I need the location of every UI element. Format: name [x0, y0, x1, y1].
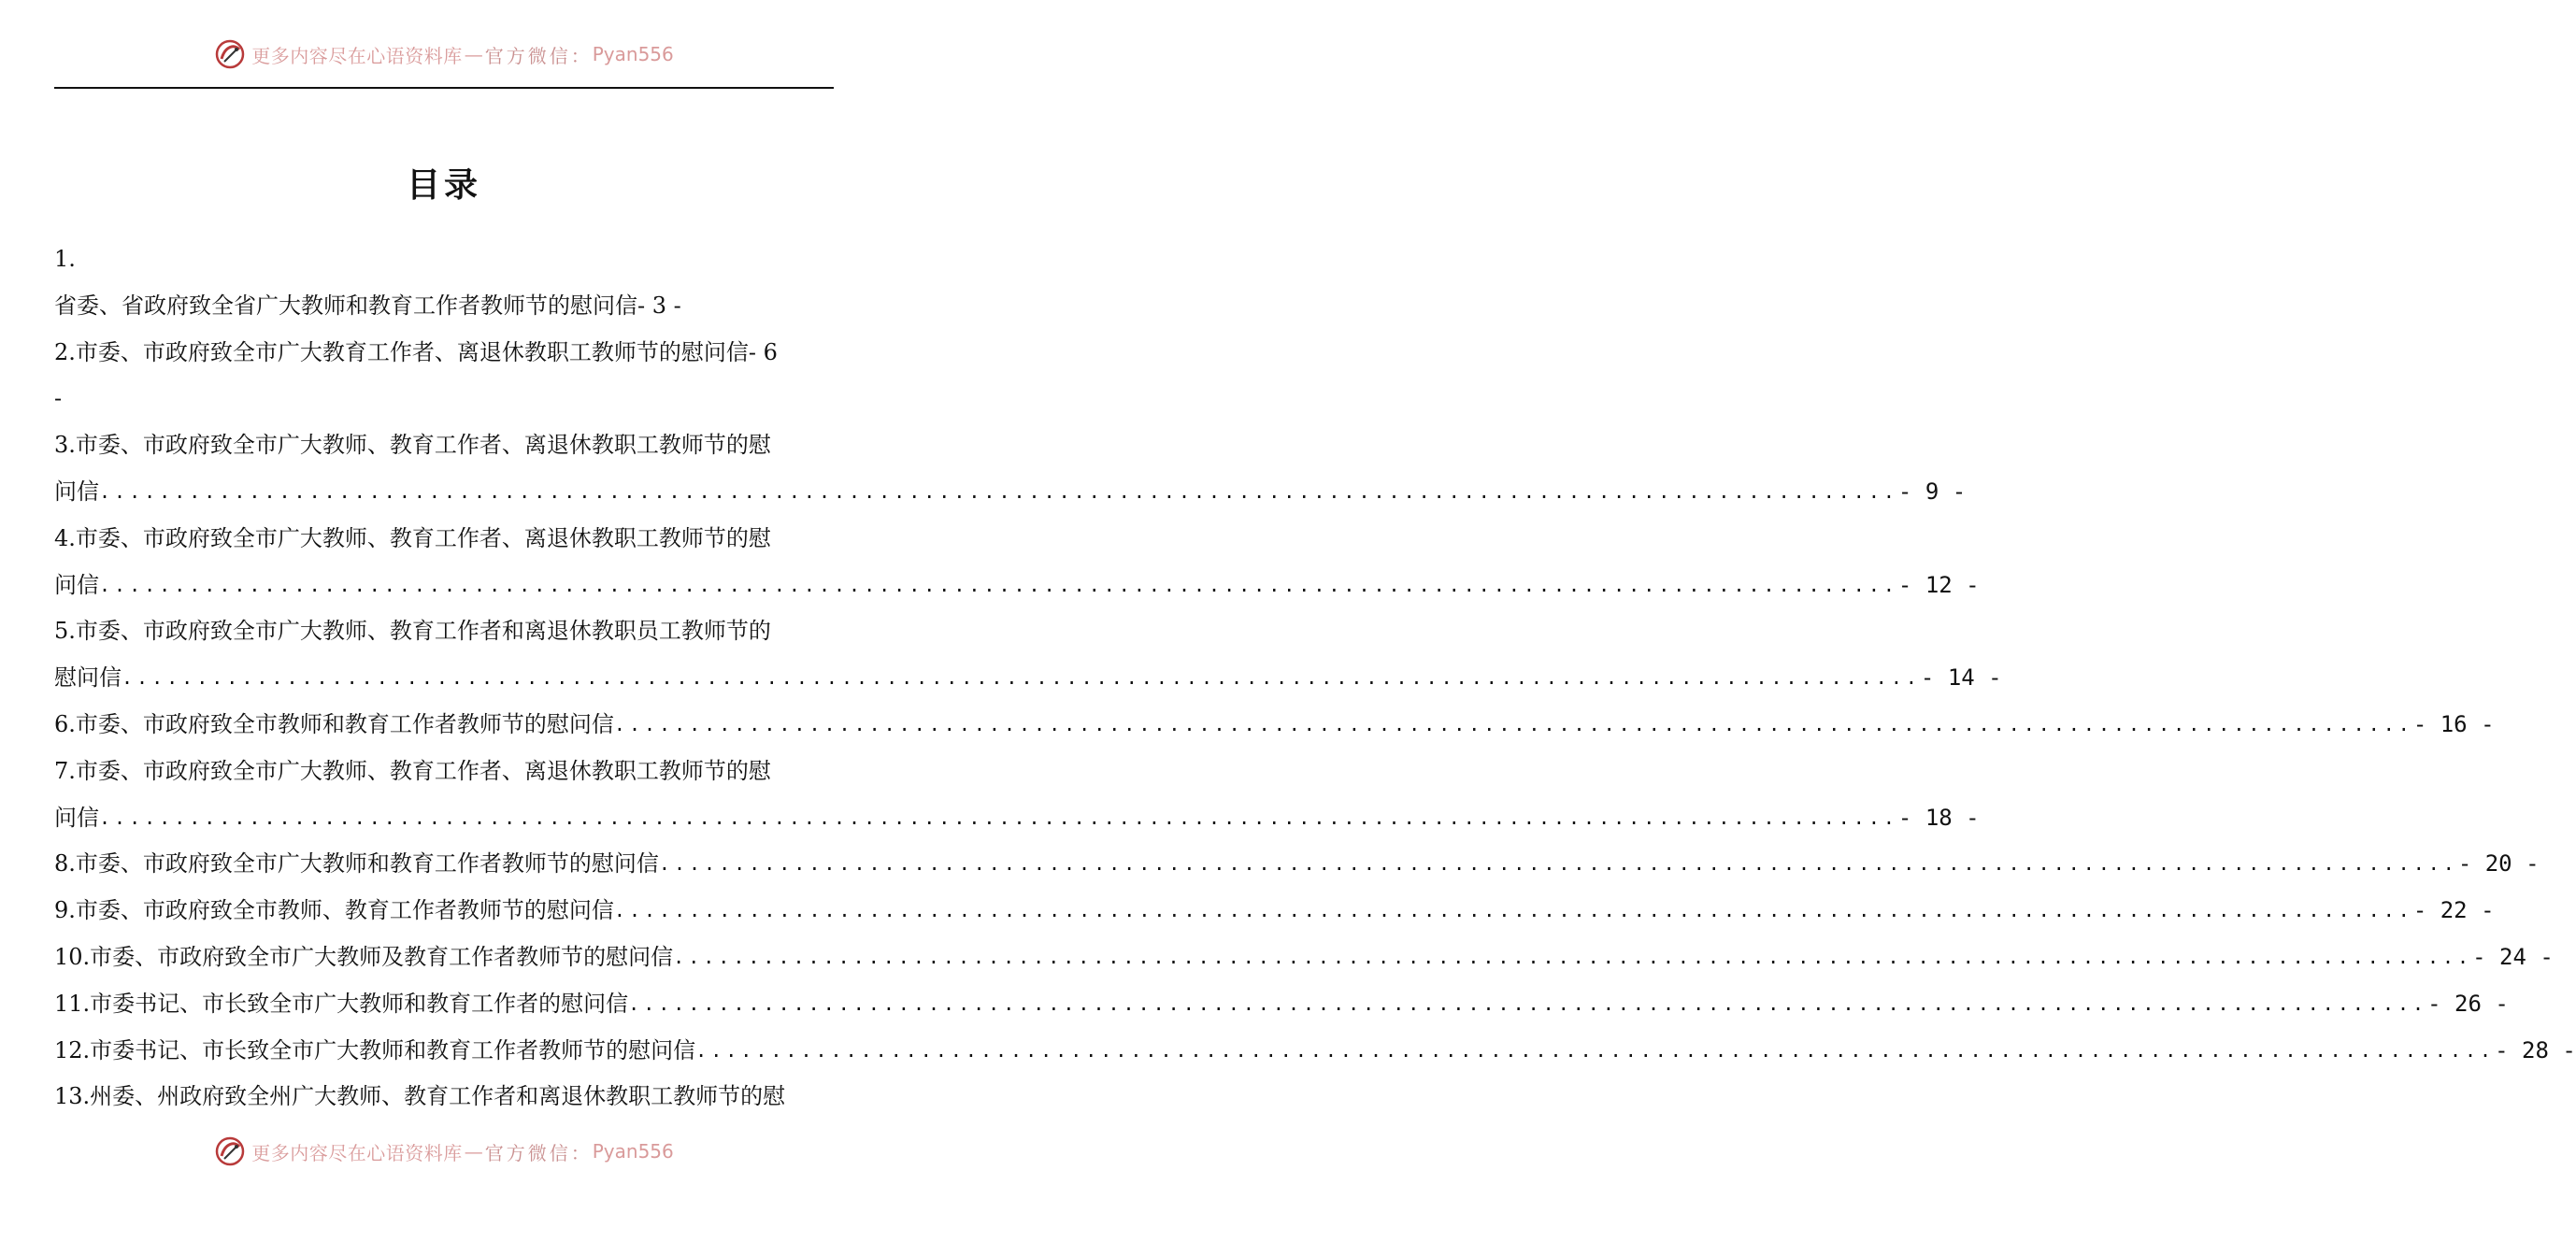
toc-entry[interactable] — [54, 935, 2554, 981]
toc-entry[interactable] — [54, 1028, 2576, 1075]
banner-wechat-id: Pyan556 — [592, 43, 674, 65]
toc-entry-wrap[interactable] — [54, 563, 1980, 609]
toc-entry[interactable] — [54, 702, 2495, 749]
toc-entry-page: - 6 — [748, 338, 778, 365]
banner-dash: — — [464, 43, 483, 65]
brand-logo-icon — [214, 1135, 246, 1167]
header-banner — [0, 36, 888, 73]
toc-entry[interactable] — [54, 981, 2509, 1028]
leader-dots: ........................................................................................................................ — [99, 806, 1898, 829]
header-divider — [54, 87, 834, 89]
leader-dots: ........................................................................................................................ — [695, 1038, 2496, 1062]
toc-entry-page: - 24 - — [2472, 943, 2554, 970]
toc-entry-page: - 9 - — [1897, 478, 1967, 505]
leader-dots: ........................................................................................................................ — [673, 945, 2473, 968]
banner-dash: — — [464, 1140, 483, 1163]
banner-text: 更多内容尽在心语资料库 — [251, 44, 463, 67]
toc-entry-title: 问信 — [54, 478, 99, 505]
toc-entry-title: 10.市委、市政府致全市广大教师及教育工作者教师节的慰问信 — [54, 943, 674, 970]
toc-list — [54, 236, 2576, 1120]
toc-entry-wrap[interactable] — [54, 655, 2002, 702]
toc-entry-page: - 18 - — [1897, 804, 1980, 831]
toc-entry-title: 问信 — [54, 571, 99, 598]
toc-entry-title: 6.市委、市政府致全市教师和教育工作者教师节的慰问信 — [54, 710, 614, 737]
toc-entry-page: - 28 - — [2495, 1036, 2576, 1063]
toc-entry-wrap[interactable] — [54, 795, 1980, 842]
toc-entry-page: - 12 - — [1897, 571, 1980, 598]
banner-label: 官方微信： — [484, 44, 593, 67]
leader-dots: ........................................................................................................................ — [628, 992, 2428, 1015]
leader-dots: ........................................................................................................................ — [99, 479, 1898, 503]
toc-entry-title: 2.市委、市政府致全市广大教育工作者、离退休教职工教师节的慰问信 — [54, 338, 749, 365]
toc-entry[interactable]: 13.州委、州政府致全州广大教师、教育工作者和离退休教职工教师节的慰 — [54, 1083, 786, 1110]
toc-entry-title: 12.市委书记、市长致全市广大教师和教育工作者教师节的慰问信 — [54, 1036, 696, 1063]
toc-entry[interactable]: 7.市委、市政府致全市广大教师、教育工作者、离退休教职工教师节的慰 — [54, 757, 771, 784]
page-title: 目录 — [406, 165, 481, 205]
brand-logo-icon — [214, 38, 246, 70]
toc-entry[interactable]: 3.市委、市政府致全市广大教师、教育工作者、离退休教职工教师节的慰 — [54, 432, 771, 459]
toc-entry-title: 问信 — [54, 804, 99, 831]
toc-entry-page: - 16 - — [2412, 710, 2495, 737]
toc-entry-title: 8.市委、市政府致全市广大教师和教育工作者教师节的慰问信 — [54, 850, 659, 878]
toc-number: 1. — [54, 246, 76, 272]
toc-entry[interactable] — [54, 841, 2540, 888]
banner-text: 更多内容尽在心语资料库 — [251, 1141, 463, 1164]
toc-entry[interactable]: 4.市委、市政府致全市广大教师、教育工作者、离退休教职工教师节的慰 — [54, 524, 771, 551]
toc-entry-wrap[interactable] — [54, 469, 1967, 516]
banner-wechat-id: Pyan556 — [592, 1140, 674, 1163]
toc-entry[interactable] — [54, 283, 834, 330]
toc-entry-page: - 20 - — [2457, 850, 2540, 878]
leader-dots: ........................................................................................................................ — [613, 712, 2413, 735]
toc-entry-page: - 14 - — [1920, 664, 2002, 692]
banner-label: 官方微信： — [484, 1141, 593, 1164]
toc-entry[interactable] — [54, 330, 834, 377]
footer-banner — [0, 1133, 888, 1170]
toc-entry-title: 9.市委、市政府致全市教师、教育工作者教师节的慰问信 — [54, 897, 614, 924]
leader-dots: ........................................................................................................................ — [613, 899, 2413, 922]
leader-dots: ........................................................................................................................ — [99, 573, 1898, 596]
toc-entry-page: - 3 - — [637, 292, 681, 319]
toc-entry-title: 11.市委书记、市长致全市广大教师和教育工作者的慰问信 — [54, 990, 629, 1017]
toc-entry[interactable]: 5.市委、市政府致全市广大教师、教育工作者和离退休教职员工教师节的 — [54, 618, 771, 645]
toc-entry-title: 省委、省政府致全省广大教师和教育工作者教师节的慰问信 — [54, 292, 637, 319]
toc-entry[interactable] — [54, 888, 2495, 935]
toc-entry-page: - 26 - — [2427, 990, 2509, 1017]
leader-dots: ........................................................................................................................ — [122, 666, 1921, 690]
toc-entry-title: 慰问信 — [54, 664, 122, 692]
toc-entry-wrap: - — [54, 385, 63, 412]
toc-entry-page: - 22 - — [2412, 897, 2495, 924]
leader-dots: ........................................................................................................................ — [658, 852, 2458, 876]
